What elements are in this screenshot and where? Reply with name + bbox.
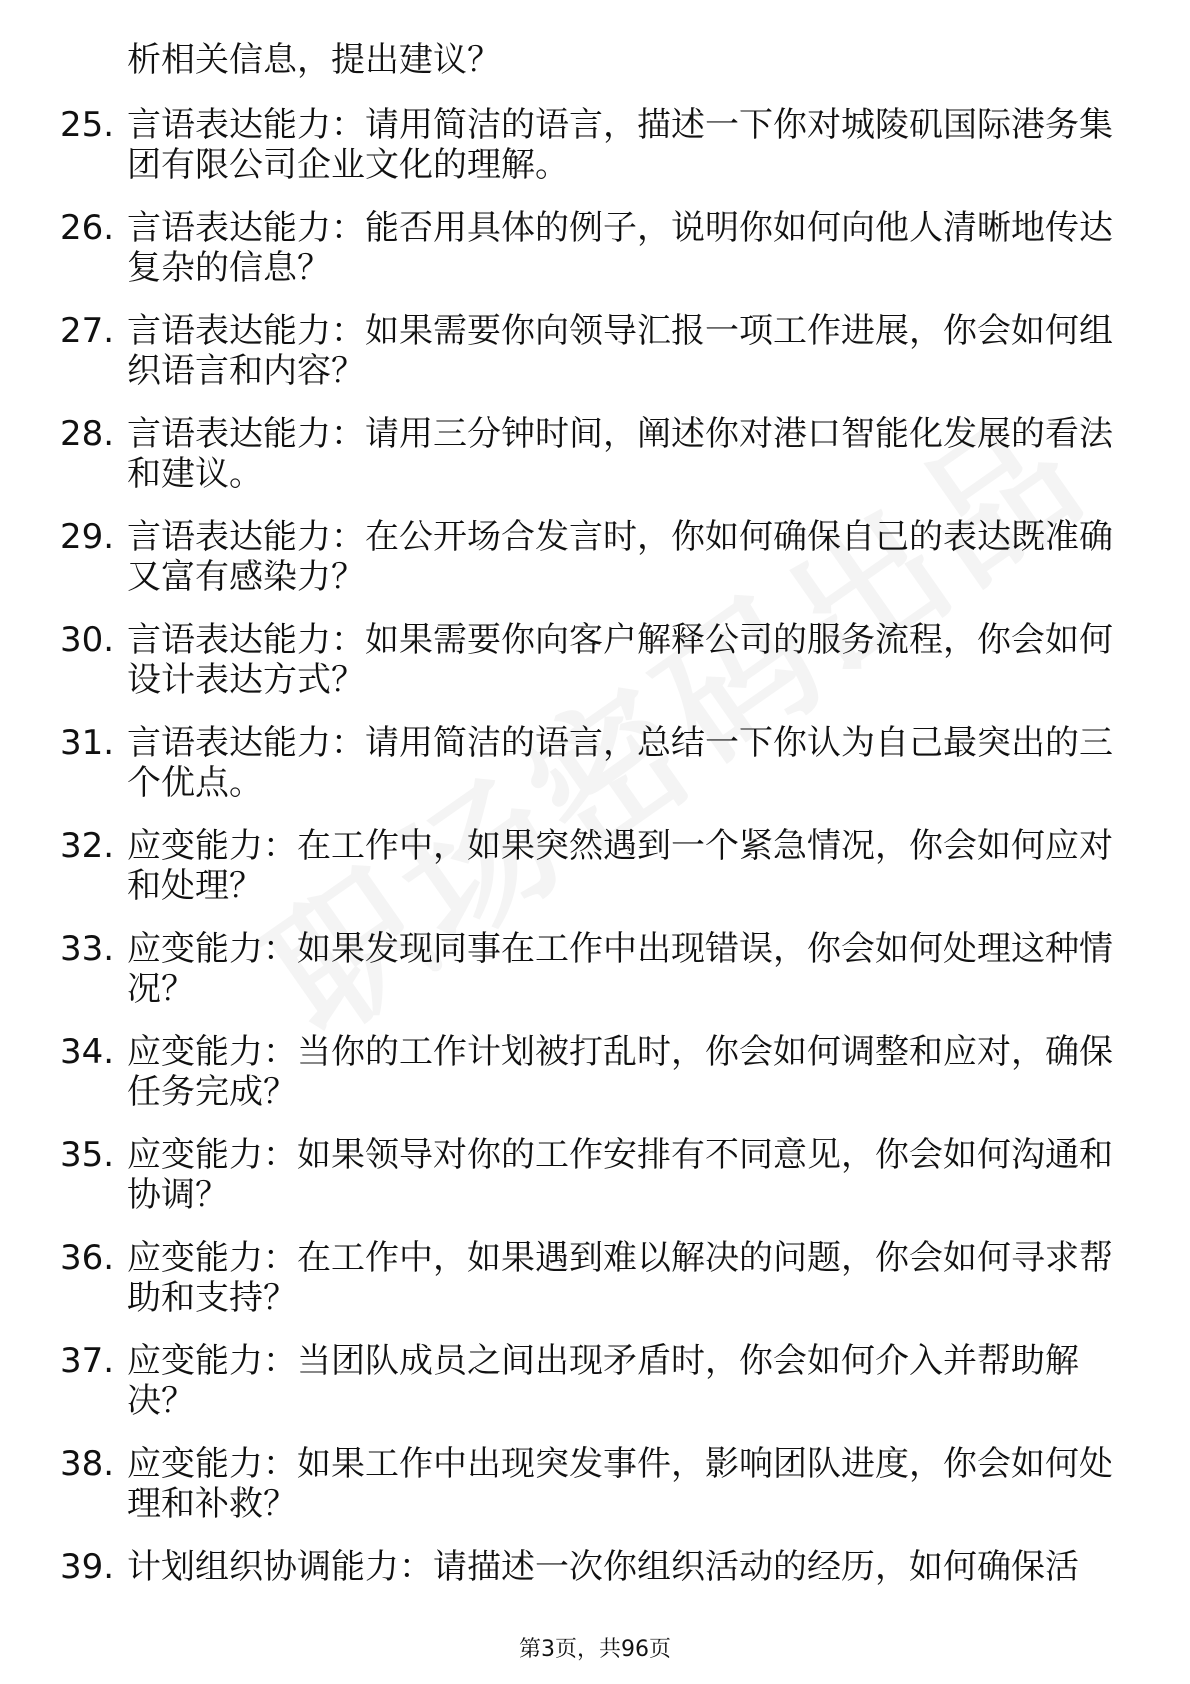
page-footer: 第3页，共96页 xyxy=(519,1637,671,1662)
question-number: 25. xyxy=(60,105,115,145)
question-number: 37. xyxy=(60,1341,115,1381)
question-item xyxy=(60,1444,1120,1524)
question-item xyxy=(60,1341,1120,1421)
question-text: 言语表达能力：请用简洁的语言，总结一下你认为自己最突出的三个优点。 xyxy=(127,723,1113,803)
question-item xyxy=(60,1238,1120,1318)
question-item xyxy=(60,1032,1120,1112)
question-number: 28. xyxy=(60,414,115,454)
question-text: 应变能力：如果发现同事在工作中出现错误，你会如何处理这种情况？ xyxy=(127,929,1113,1009)
question-text: 应变能力：如果领导对你的工作安排有不同意见，你会如何沟通和协调？ xyxy=(127,1135,1113,1215)
question-item xyxy=(60,414,1120,494)
question-item xyxy=(60,929,1120,1009)
question-item xyxy=(60,1547,1120,1587)
question-item xyxy=(60,1135,1120,1215)
question-number: 34. xyxy=(60,1032,115,1072)
question-number: 33. xyxy=(60,929,115,969)
question-item xyxy=(60,517,1120,597)
question-text: 应变能力：在工作中，如果遇到难以解决的问题，你会如何寻求帮助和支持？ xyxy=(127,1238,1113,1318)
question-item xyxy=(60,105,1120,185)
question-text: 言语表达能力：如果需要你向领导汇报一项工作进展，你会如何组织语言和内容？ xyxy=(127,311,1113,391)
question-item xyxy=(60,311,1120,391)
question-list xyxy=(60,40,1120,1610)
question-number: 32. xyxy=(60,826,115,866)
question-number: 35. xyxy=(60,1135,115,1175)
question-item xyxy=(60,723,1120,803)
question-text: 应变能力：当团队成员之间出现矛盾时，你会如何介入并帮助解决？ xyxy=(127,1341,1079,1421)
question-text: 言语表达能力：请用简洁的语言，描述一下你对城陵矶国际港务集团有限公司企业文化的理解。 xyxy=(127,105,1113,185)
question-text: 计划组织协调能力：请描述一次你组织活动的经历，如何确保活 xyxy=(127,1547,1079,1587)
question-number: 30. xyxy=(60,620,115,660)
question-text: 应变能力：当你的工作计划被打乱时，你会如何调整和应对，确保任务完成？ xyxy=(127,1032,1113,1112)
question-text: 言语表达能力：如果需要你向客户解释公司的服务流程，你会如何设计表达方式？ xyxy=(127,620,1113,700)
question-item xyxy=(60,620,1120,700)
question-number: 38. xyxy=(60,1444,115,1484)
question-item xyxy=(60,826,1120,906)
question-number: 27. xyxy=(60,311,115,351)
question-item xyxy=(60,208,1120,288)
question-text: 应变能力：在工作中，如果突然遇到一个紧急情况，你会如何应对和处理？ xyxy=(127,826,1113,906)
question-text: 言语表达能力：请用三分钟时间，阐述你对港口智能化发展的看法和建议。 xyxy=(127,414,1113,494)
question-text: 言语表达能力：能否用具体的例子，说明你如何向他人清晰地传达复杂的信息？ xyxy=(127,208,1113,288)
question-number: 36. xyxy=(60,1238,115,1278)
question-number: 39. xyxy=(60,1547,115,1587)
question-text: 应变能力：如果工作中出现突发事件，影响团队进度，你会如何处理和补救？ xyxy=(127,1444,1113,1524)
question-number: 31. xyxy=(60,723,115,763)
question-number: 26. xyxy=(60,208,115,248)
question-number: 29. xyxy=(60,517,115,557)
continued-text: 析相关信息，提出建议？ xyxy=(127,40,501,80)
question-text: 言语表达能力：在公开场合发言时，你如何确保自己的表达既准确又富有感染力？ xyxy=(127,517,1113,597)
